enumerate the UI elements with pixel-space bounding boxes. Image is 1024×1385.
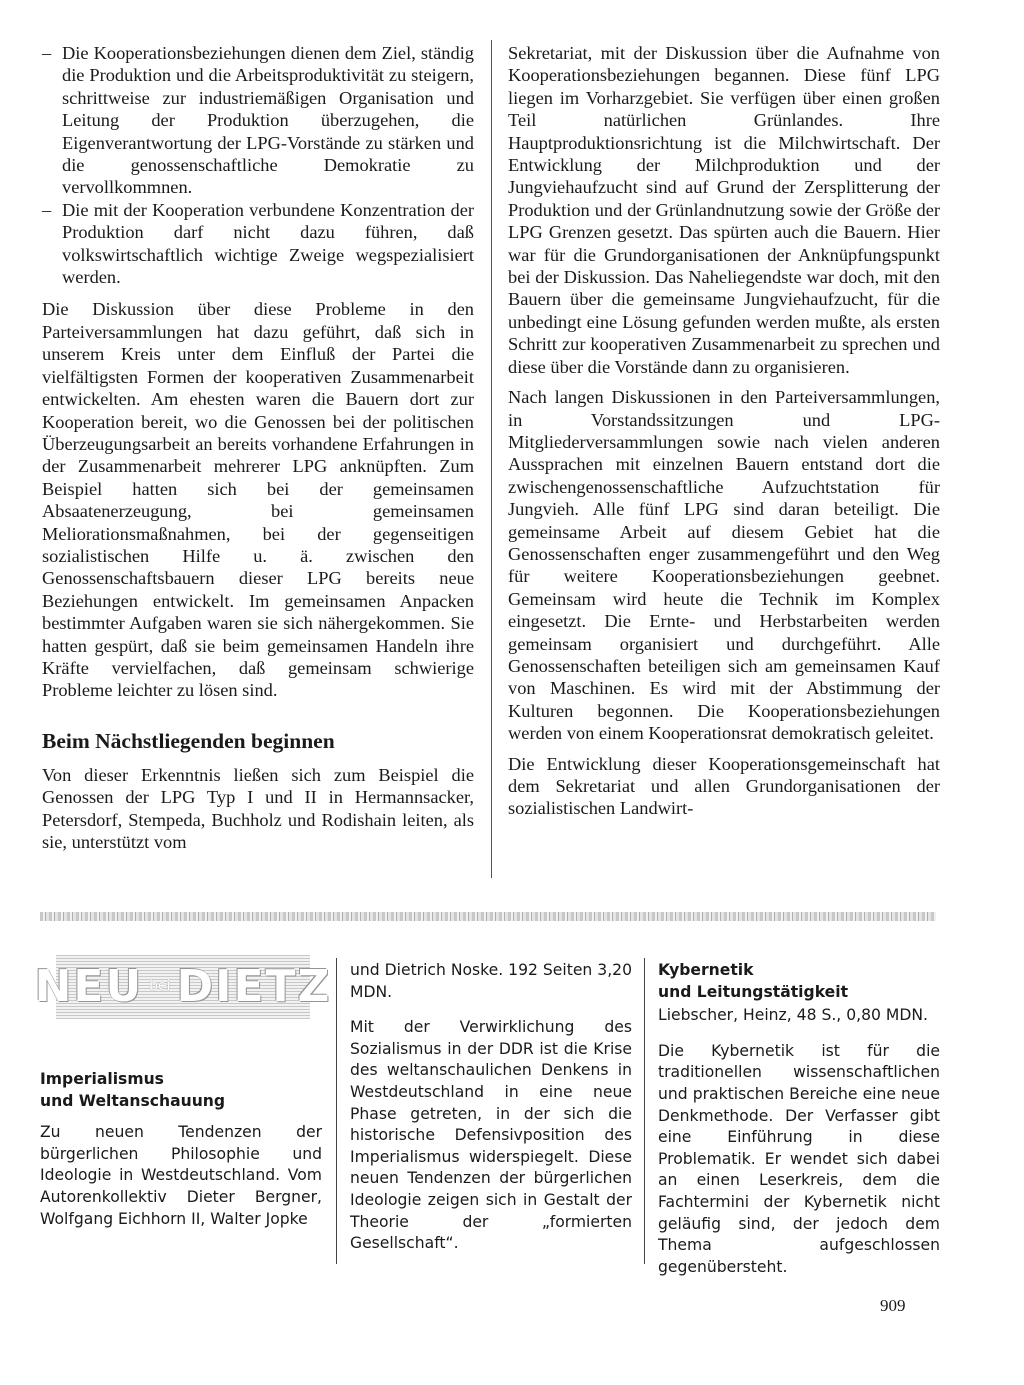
box-column-1 — [34, 955, 332, 1238]
right-column — [508, 42, 940, 828]
book-text-continuation: und Dietrich Noske. 192 Seiten 3,20 MDN. — [350, 961, 632, 1001]
box-divider — [336, 958, 337, 1264]
book-title: Kybernetik und Leitungstätigkeit — [658, 961, 849, 1001]
body-paragraph: Sekretariat, mit der Diskussion über die Aufnahme von Kooperationsbeziehungen begannen. Diese fünf LPG liegen im Vorharzgebiet. Sie verfügen über einen großen Teil natürlichen Grünlandes. Ihre Hauptproduktionsrichtung ist die Milchwirtschaft. Der Entwicklung der Milchproduktion und der Jungviehaufzucht sind auf Grund der Zersplitterung der Produktion und der Grünlandnutzung sowie der Größe der LPG Grenzen gesetzt. Das spürten auch die Bauern. Hier war für die Grundorganisationen der Anknüpfungspunkt bei der Diskussion. Das Naheliegendste war doch, mit den Bauern über die gemeinsame Jungviehaufzucht, für die unbedingt eine Lösung gefunden werden mußte, als ersten Schritt zur kooperativen Zusammenarbeit zu sprechen und diese über die Vorstände dann zu organisieren. — [508, 43, 940, 377]
publisher-logo: NEU bei DIETZ — [56, 955, 310, 1019]
book-author: Liebscher, Heinz, 48 S., 0,80 MDN. — [658, 1006, 928, 1025]
bullet-item: – Die Kooperationsbeziehungen dienen dem Ziel, ständig die Produktion und die Arbeitsproduktivität zu steigern, schrittweise zur industriemäßigen Organisation und Leitung der Produktion überzugehen, die Eigenverantwortung der LPG-Vorstände zu stärken und die genossenschaftliche Demokratie zu vervollkommnen. — [42, 43, 474, 198]
box-column-2 — [350, 960, 632, 1263]
page-number: 909 — [880, 1296, 906, 1315]
box-divider — [644, 958, 645, 1264]
body-paragraph: Von dieser Erkenntnis ließen sich zum Beispiel die Genossen der LPG Typ I und II in Hermannsacker, Petersdorf, Stempeda, Buchholz und Rodishain leiten, als sie, unterstützt vom — [42, 764, 474, 852]
body-paragraph: Die Diskussion über diese Probleme in den Parteiversammlungen hat dazu geführt, daß sich in unserem Kreis unter dem Einfluß der Partei die vielfältigsten Formen der kooperativen Zusammenarbeit entwickelten. Am ehesten waren die Bauern dort zur Kooperation bereit, wo die Genossen bei der politischen Überzeugungsarbeit an bereits vorhandene Erfahrungen in der Zusammenarbeit mehrerer LPG anknüpften. Zum Beispiel hatten sich bei der gemeinsamen Absaatenerzeugung, bei gemeinsamen Meliorationsmaßnahmen, bei der gegenseitigen sozialistischen Hilfe u. ä. zwischen den Genossenschaftsbauern dieser LPG bereits neue Beziehungen entwickelt. Im gemeinsamen Anpacken bestimmter Aufgaben waren sie sich nähergekommen. Sie hatten gespürt, daß sie beim gemeinsamen Handeln ihre Kräfte vervielfachen, daß gemeinsam schwierige Probleme leichter zu lösen sind. — [42, 299, 474, 701]
section-heading: Beim Nächstliegenden beginnen — [42, 728, 335, 753]
bullet-item: – Die mit der Kooperation verbundene Konzentration der Produktion darf nicht dazu führen, daß volkswirtschaftlich wichtige Zweige wegspezialisiert werden. — [42, 199, 474, 288]
book-text: Zu neuen Tendenzen der bürgerlichen Philosophie und Ideologie in Westdeutschland. Vom Autorenkollektiv Dieter Bergner, Wolfgang Eichhorn II, Walter Jopke — [40, 1123, 322, 1228]
book-description: Mit der Verwirklichung des Sozialismus in der DDR ist die Krise des weltanschaulichen Denkens in Westdeutschland in eine neue Phase getreten, in der sich die historische Defensivposition des Imperialismus widerspiegelt. Diese neuen Tendenzen der bürgerlichen Ideologie zeigen sich in Gestalt der Theorie der „formierten Gesellschaft“. — [350, 1018, 632, 1253]
horizontal-divider — [40, 912, 936, 921]
book-title: Imperialismus und Weltanschauung — [40, 1070, 226, 1110]
book-description: Die Kybernetik ist für die traditionellen wissenschaftlichen und praktischen Bereiche eine neue Denkmethode. Der Verfasser gibt eine Einführung in diese Problematik. Er wendet sich dabei an einen Leserkreis, dem die Fachtermini der Kybernetik nicht geläufig sind, der jedoch dem Thema aufgeschlossen gegenübersteht. — [658, 1041, 940, 1276]
column-divider — [491, 40, 492, 878]
box-column-3 — [658, 960, 940, 1286]
left-column — [42, 42, 474, 861]
body-paragraph: Nach langen Diskussionen in den Parteiversammlungen, in Vorstandssitzungen und LPG-Mitgliederversammlungen sowie nach vielen anderen Aussprachen mit einzelnen Bauern entstand dort die zwischengenossenschaftliche Aufzuchtstation für Jungvieh. Alle fünf LPG sind daran beteiligt. Die gemeinsame Arbeit auf diesem Gebiet hat die Genossenschaften enger zusammengeführt und den Weg für weitere Kooperationsbeziehungen geebnet. Gemeinsam wird heute die Technik im Komplex eingesetzt. Die Ernte- und Herbstarbeiten werden gemeinsam organisiert und durchgeführt. Alle Genossenschaften beteiligen sich am gemeinsamen Kauf von Maschinen. Es wird mit der Abstimmung der Kulturen begonnen. Die Kooperationsbeziehungen werden von einem Kooperationsrat demokratisch geleitet. — [508, 387, 940, 744]
body-paragraph: Die Entwicklung dieser Kooperationsgemeinschaft hat dem Sekretariat und allen Grundorganisationen der sozialistischen Landwirt- — [508, 753, 940, 819]
